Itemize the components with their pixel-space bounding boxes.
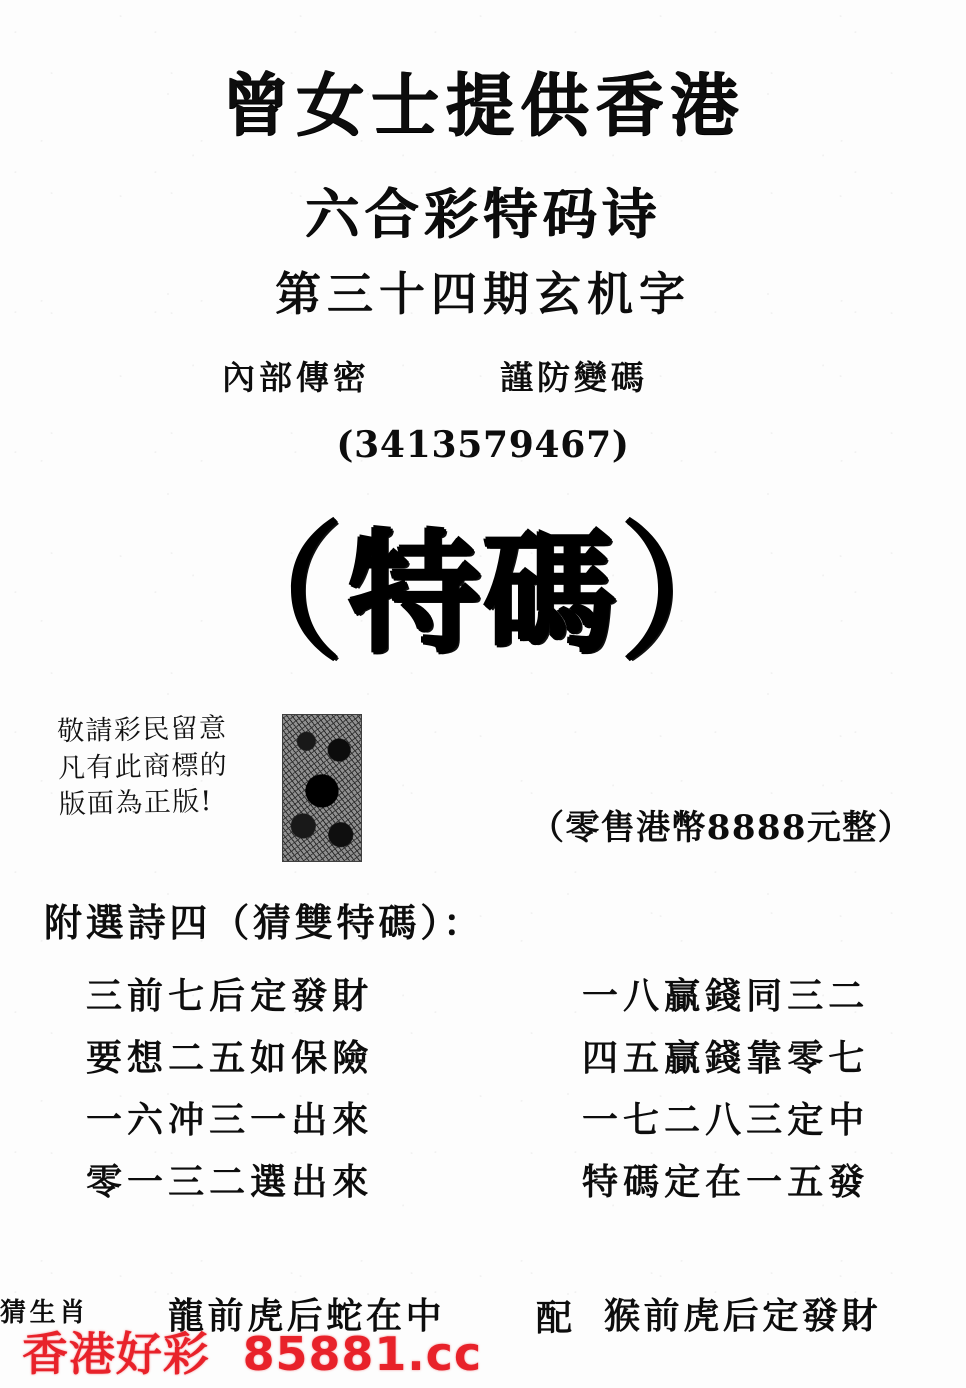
issue-title: 第三十四期玄机字 (275, 267, 691, 321)
notice-line-1: 敬請彩民留意 (56, 712, 228, 748)
bottom-separator: 配 (536, 1297, 576, 1339)
page-subtitle: 六合彩特码诗 (304, 182, 662, 246)
price-label: （零售港幣8888元整） (530, 808, 913, 848)
poem-left-line-4: 零一三二選出來 (86, 1160, 374, 1203)
poem-right-line-1: 一八贏錢同三二 (582, 975, 870, 1017)
poem-right-line-2: 四五贏錢靠零七 (582, 1036, 870, 1079)
authenticity-notice (57, 710, 277, 825)
poem-left-line-1: 三前七后定發財 (86, 975, 374, 1017)
notice-line-2: 凡有此商標的 (57, 749, 229, 784)
watermark-text: 香港好彩 (22, 1327, 210, 1381)
poem-left-line-3: 一六冲三一出來 (86, 1098, 374, 1141)
poem-column-left (86, 966, 373, 1214)
confidential-label: 內部傳密 (222, 358, 370, 397)
warning-label: 謹防變碼 (500, 358, 648, 397)
bottom-segment-1: 龍前虎后蛇在中 (168, 1295, 446, 1337)
page-title: 曾女士提供香港 (221, 66, 745, 146)
watermark-number: 85881.cc (242, 1327, 483, 1381)
bottom-segment-2: 猴前虎后定發財 (604, 1295, 882, 1337)
poem-right-line-3: 一七二八三定中 (582, 1098, 870, 1141)
poem-left-line-2: 要想二五如保險 (86, 1036, 374, 1079)
site-watermark (22, 1318, 482, 1384)
bottom-prefix: 猜生肖 (0, 1298, 89, 1328)
notice-line-3: 版面為正版! (58, 786, 214, 821)
headline-block (0, 508, 966, 682)
headline-text: 特碼 (348, 517, 618, 672)
poem-right-line-4: 特碼定在一五發 (582, 1160, 870, 1203)
phone-number: (3413579467) (336, 424, 630, 466)
headline-open-paren: （ (195, 508, 349, 682)
logo-stamp-icon (282, 714, 362, 862)
poem-heading: 附選詩四（猜雙特碼）： (44, 900, 485, 945)
poem-column-right (582, 966, 869, 1214)
headline-close-paren: ） (617, 508, 771, 682)
